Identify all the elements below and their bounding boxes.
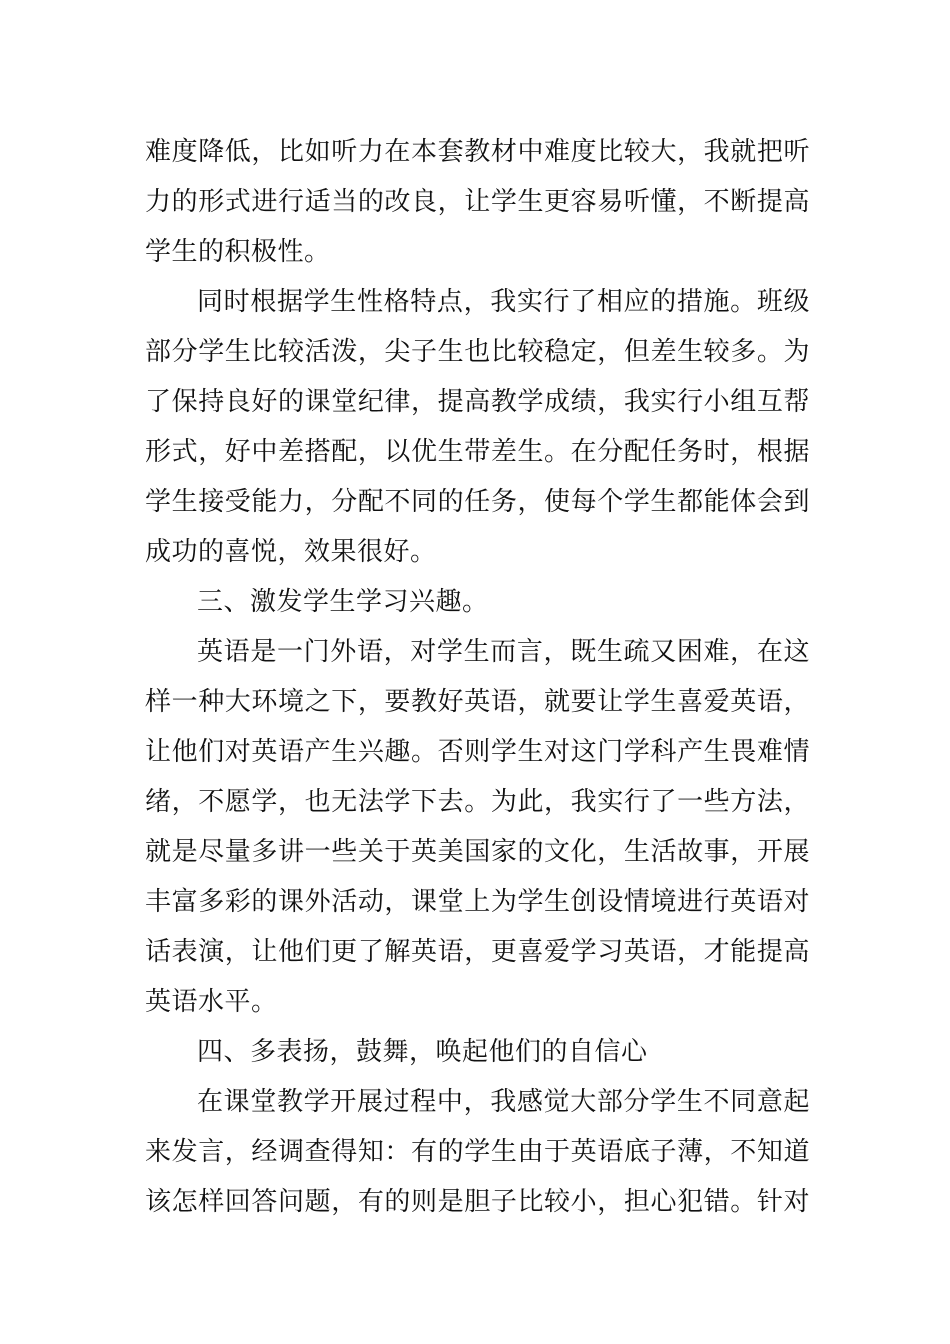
text-line: 了保持良好的课堂纪律，提高教学成绩，我实行小组互帮 bbox=[145, 387, 810, 417]
text-line: 力的形式进行适当的改良，让学生更容易听懂，不断提高 bbox=[145, 187, 810, 217]
text-line: 英语水平。 bbox=[145, 987, 278, 1017]
text-line: 样一种大环境之下，要教好英语，就要让学生喜爱英语， bbox=[145, 687, 810, 717]
text-line: 四、多表扬，鼓舞，唤起他们的自信心 bbox=[197, 1037, 648, 1067]
text-line: 让他们对英语产生兴趣。否则学生对这门学科产生畏难情 bbox=[145, 737, 810, 767]
text-line: 该怎样回答问题，有的则是胆子比较小，担心犯错。针对 bbox=[145, 1187, 810, 1217]
text-line: 在课堂教学开展过程中，我感觉大部分学生不同意起 bbox=[197, 1087, 810, 1117]
text-line: 三、激发学生学习兴趣。 bbox=[197, 587, 489, 617]
text-line: 就是尽量多讲一些关于英美国家的文化，生活故事，开展 bbox=[145, 837, 810, 867]
text-line: 英语是一门外语，对学生而言，既生疏又困难，在这 bbox=[197, 637, 810, 667]
text-line: 难度降低，比如听力在本套教材中难度比较大，我就把听 bbox=[145, 137, 810, 167]
text-line: 绪，不愿学，也无法学下去。为此，我实行了一些方法， bbox=[145, 787, 810, 817]
text-line: 学生的积极性。 bbox=[145, 237, 331, 267]
text-line: 同时根据学生性格特点，我实行了相应的措施。班级 bbox=[197, 287, 810, 317]
text-line: 丰富多彩的课外活动，课堂上为学生创设情境进行英语对 bbox=[145, 887, 810, 917]
text-line: 成功的喜悦，效果很好。 bbox=[145, 537, 437, 567]
document-body bbox=[145, 127, 810, 1227]
text-line: 话表演，让他们更了解英语，更喜爱学习英语，才能提高 bbox=[145, 937, 810, 967]
text-line: 形式，好中差搭配，以优生带差生。在分配任务时，根据 bbox=[145, 437, 810, 467]
text-line: 部分学生比较活泼，尖子生也比较稳定，但差生较多。为 bbox=[145, 337, 810, 367]
text-line: 来发言，经调查得知：有的学生由于英语底子薄，不知道 bbox=[145, 1137, 810, 1167]
text-line: 学生接受能力，分配不同的任务，使每个学生都能体会到 bbox=[145, 487, 810, 517]
